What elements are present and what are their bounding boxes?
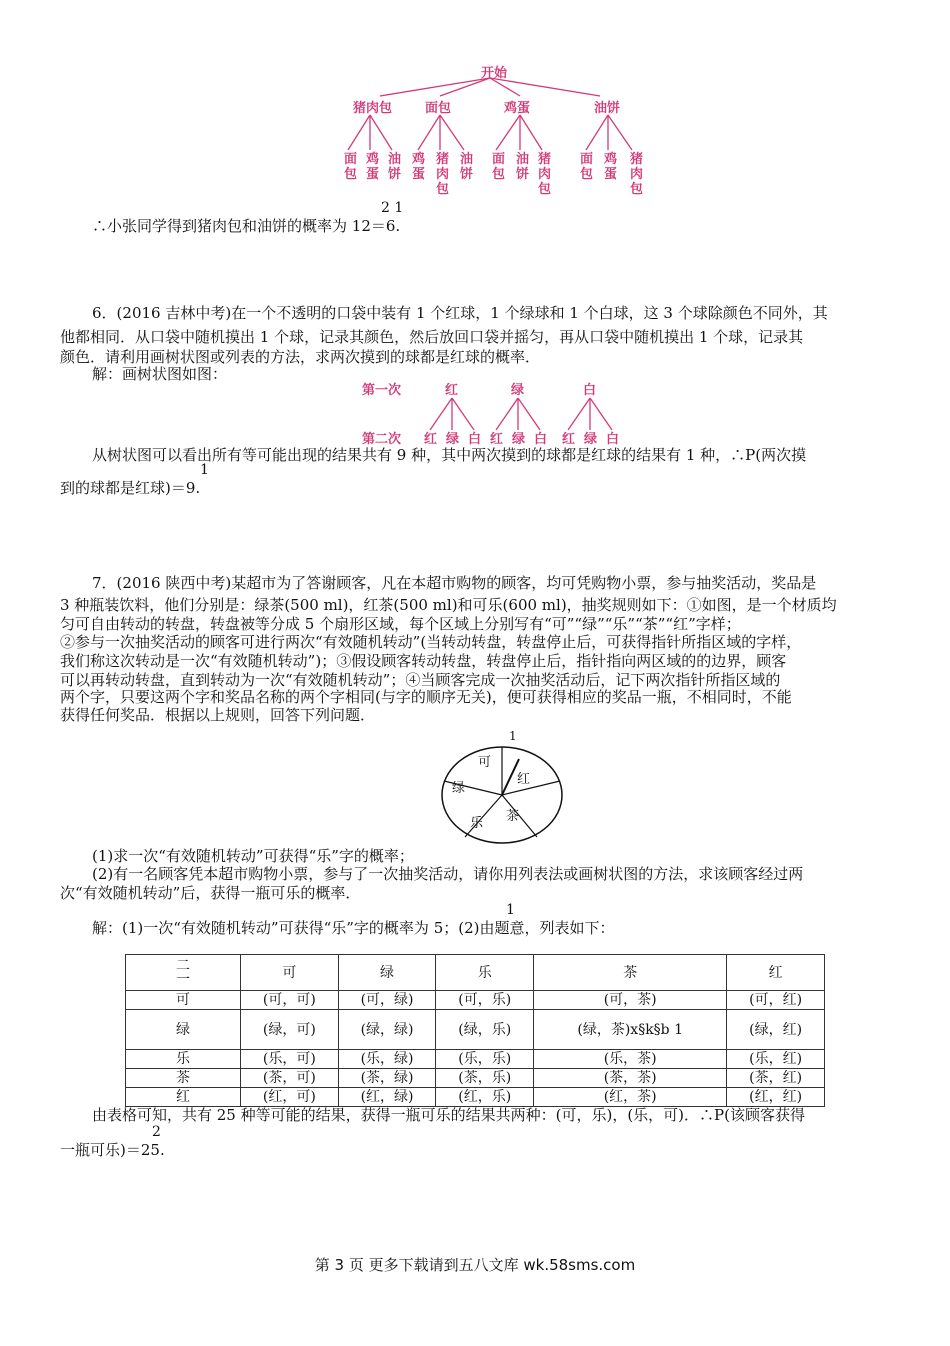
- table-row: [126, 991, 825, 1010]
- table-row: [126, 1088, 825, 1107]
- sector-ke: 可: [478, 755, 492, 770]
- q7-question1: (1)求一次“有效随机转动”可获得“乐”字的概率；: [92, 847, 414, 865]
- row-header: 乐: [126, 1050, 241, 1069]
- table-cell: (乐，可): [241, 1050, 339, 1069]
- table-cell: (乐，红): [727, 1050, 825, 1069]
- sector-lv: 绿: [452, 781, 466, 796]
- table-cell: (茶，红): [727, 1069, 825, 1088]
- table-cell: (可，绿): [338, 991, 436, 1010]
- tree-leaf: 猪肉包: [630, 152, 644, 197]
- sector-hong: 红: [517, 772, 531, 787]
- tree-leaf: 鸡蛋: [604, 152, 618, 182]
- table-cell: (可，乐): [436, 991, 534, 1010]
- table-cell: (绿，乐): [436, 1010, 534, 1050]
- table-cell: (茶，茶): [534, 1069, 727, 1088]
- tree-leaf: 猪肉包: [538, 152, 552, 197]
- q7-question2b: 次“有效随机转动”后，获得一瓶可乐的概率．: [60, 884, 361, 902]
- table-corner: 二 一: [126, 955, 241, 991]
- conclusion-frac-top: 2: [152, 1124, 161, 1140]
- q6-frac-top: 1: [200, 462, 209, 478]
- tree-node-2: 面包: [425, 101, 452, 116]
- table-cell: (红，乐): [436, 1088, 534, 1107]
- table-cell: (茶，绿): [338, 1069, 436, 1088]
- col-header: 红: [727, 955, 825, 991]
- table-cell: (可，红): [727, 991, 825, 1010]
- table-cell: (乐，乐): [436, 1050, 534, 1069]
- tree-leaf: 鸡蛋: [366, 152, 380, 182]
- row-header: 红: [126, 1088, 241, 1107]
- row-header: 茶: [126, 1069, 241, 1088]
- tree-node-3: 鸡蛋: [504, 101, 531, 116]
- q6-result-line2: 到的球都是红球)＝9.: [60, 479, 201, 497]
- second-draw-item: 绿: [446, 432, 460, 447]
- second-draw-item: 红: [490, 432, 504, 447]
- table-cell: (乐，茶): [534, 1050, 727, 1069]
- tree-leaf: 油饼: [460, 152, 474, 182]
- tree-leaf: 鸡蛋: [412, 152, 426, 182]
- q7-line2: 3 种瓶装饮料，他们分别是：绿茶(500 ml)，红茶(500 ml)和可乐(600 ml)，抽奖规则如下：①如图，是一个材质均: [60, 596, 837, 614]
- q5-answer: ∴小张同学得到猪肉包和油饼的概率为 12＝6.: [92, 217, 401, 235]
- q6-line1: 6．(2016 吉林中考)在一个不透明的口袋中装有 1 个红球，1 个绿球和 1 个白球，这 3 个球除颜色不同外，其: [92, 304, 828, 322]
- sector-le: 乐: [470, 816, 484, 831]
- q7-question2a: (2)有一名顾客凭本超市购物小票，参与了一次抽奖活动，请你用列表法或画树状图的方法，求该顾客经过两: [92, 865, 804, 883]
- tree-leaf: 油饼: [516, 152, 530, 182]
- first-green: 绿: [511, 383, 525, 398]
- sector-cha: 茶: [506, 809, 520, 824]
- table-cell: (绿，茶)x§k§b 1: [534, 1010, 727, 1050]
- col-header: 茶: [534, 955, 727, 991]
- tree-first-label: 第一次: [362, 383, 402, 398]
- second-draw-item: 绿: [584, 432, 598, 447]
- tree-leaf: 猪肉包: [436, 152, 450, 197]
- second-draw-item: 白: [606, 432, 620, 447]
- tree-second-label: 第二次: [362, 432, 402, 447]
- table-cell: (绿，可): [241, 1010, 339, 1050]
- q7-solution: 解：(1)一次“有效随机转动”可获得“乐”字的概率为 5；(2)由题意，列表如下：: [92, 919, 615, 937]
- table-cell: (红，红): [727, 1088, 825, 1107]
- q7-conclusion2: 一瓶可乐)＝25.: [60, 1141, 165, 1159]
- table-cell: (茶，可): [241, 1069, 339, 1088]
- q7-line5: 我们称这次转动是一次“有效随机转动”)；③假设顾客转动转盘，转盘停止后，指针指向两区域的的边界，顾客: [60, 652, 787, 670]
- table-row: [126, 1069, 825, 1088]
- tree-root: 开始: [481, 66, 508, 81]
- table-row: [126, 1050, 825, 1069]
- first-white: 白: [583, 383, 597, 398]
- q6-line2: 他都相同．从口袋中随机摸出 1 个球，记录其颜色，然后放回口袋并摇匀，再从口袋中随机摸出 1 个球，记录其: [60, 328, 804, 346]
- table-cell: (红，茶): [534, 1088, 727, 1107]
- q7-conclusion1: 由表格可知，共有 25 种等可能的结果，获得一瓶可乐的结果共两种：(可，乐)，(乐，可)．∴P(该顾客获得: [92, 1106, 805, 1124]
- table-cell: (绿，绿): [338, 1010, 436, 1050]
- tree-leaf: 面包: [492, 152, 506, 182]
- col-header: 乐: [436, 955, 534, 991]
- second-draw-item: 红: [424, 432, 438, 447]
- table-cell: (茶，乐): [436, 1069, 534, 1088]
- second-draw-item: 绿: [512, 432, 526, 447]
- q7-line3: 匀可自由转动的转盘，转盘被等分成 5 个扇形区域，每个区域上分别写有“可”“绿”“乐”“茶”“红”字样；: [60, 615, 741, 633]
- tree-node-4: 油饼: [594, 101, 621, 116]
- col-header: 可: [241, 955, 339, 991]
- row-header: 可: [126, 991, 241, 1010]
- q7-line4: ②参与一次抽奖活动的顾客可进行两次“有效随机转动”(当转动转盘，转盘停止后，可获得指针所指区域的字样，: [60, 633, 802, 651]
- page-footer: 第 3 页 更多下载请到五八文库 wk.58sms.com: [314, 1256, 636, 1274]
- tree-leaf: 油饼: [388, 152, 402, 182]
- table-cell: (绿，红): [727, 1010, 825, 1050]
- table-cell: (可，茶): [534, 991, 727, 1010]
- table-cell: (红，绿): [338, 1088, 436, 1107]
- q7-line8: 获得任何奖品．根据以上规则，回答下列问题．: [60, 706, 376, 724]
- q7-line7: 两个字，只要这两个字和奖品名称的两个字相同(与字的顺序无关)，便可获得相应的奖品一瓶，不相同时，不能: [60, 688, 792, 706]
- col-header: 绿: [338, 955, 436, 991]
- second-draw-item: 红: [562, 432, 576, 447]
- tree-leaf: 面包: [580, 152, 594, 182]
- fraction-top: 2 1: [381, 200, 404, 216]
- q7-line6: 可以再转动转盘，直到转动为一次“有效随机转动”；④当顾客完成一次抽奖活动后，记下两次指针所指区域的: [60, 671, 781, 689]
- table-row: [126, 1010, 825, 1050]
- pointer-label: 1: [509, 729, 517, 743]
- table-cell: (红，可): [241, 1088, 339, 1107]
- q6-result-line1: 从树状图可以看出所有等可能出现的结果共有 9 种，其中两次摸到的球都是红球的结果有 1 种，∴P(两次摸: [92, 446, 807, 464]
- tree-node-1: 猪肉包: [353, 101, 393, 116]
- q7-line1: 7．(2016 陕西中考)某超市为了答谢顾客，凡在本超市购物的顾客，均可凭购物小票，参与抽奖活动，奖品是: [92, 574, 817, 592]
- second-draw-item: 白: [468, 432, 482, 447]
- table-cell: (可，可): [241, 991, 339, 1010]
- row-header: 绿: [126, 1010, 241, 1050]
- tree-leaf: 面包: [344, 152, 358, 182]
- q7-sol-frac-top: 1: [506, 902, 515, 918]
- table-cell: (乐，绿): [338, 1050, 436, 1069]
- first-red: 红: [445, 383, 459, 398]
- q6-solution: 解：画树状图如图：: [92, 365, 228, 383]
- outcome-table: [125, 954, 825, 1107]
- second-draw-item: 白: [534, 432, 548, 447]
- q6-line3: 颜色．请利用画树状图或列表的方法，求两次摸到的球都是红球的概率．: [60, 348, 541, 366]
